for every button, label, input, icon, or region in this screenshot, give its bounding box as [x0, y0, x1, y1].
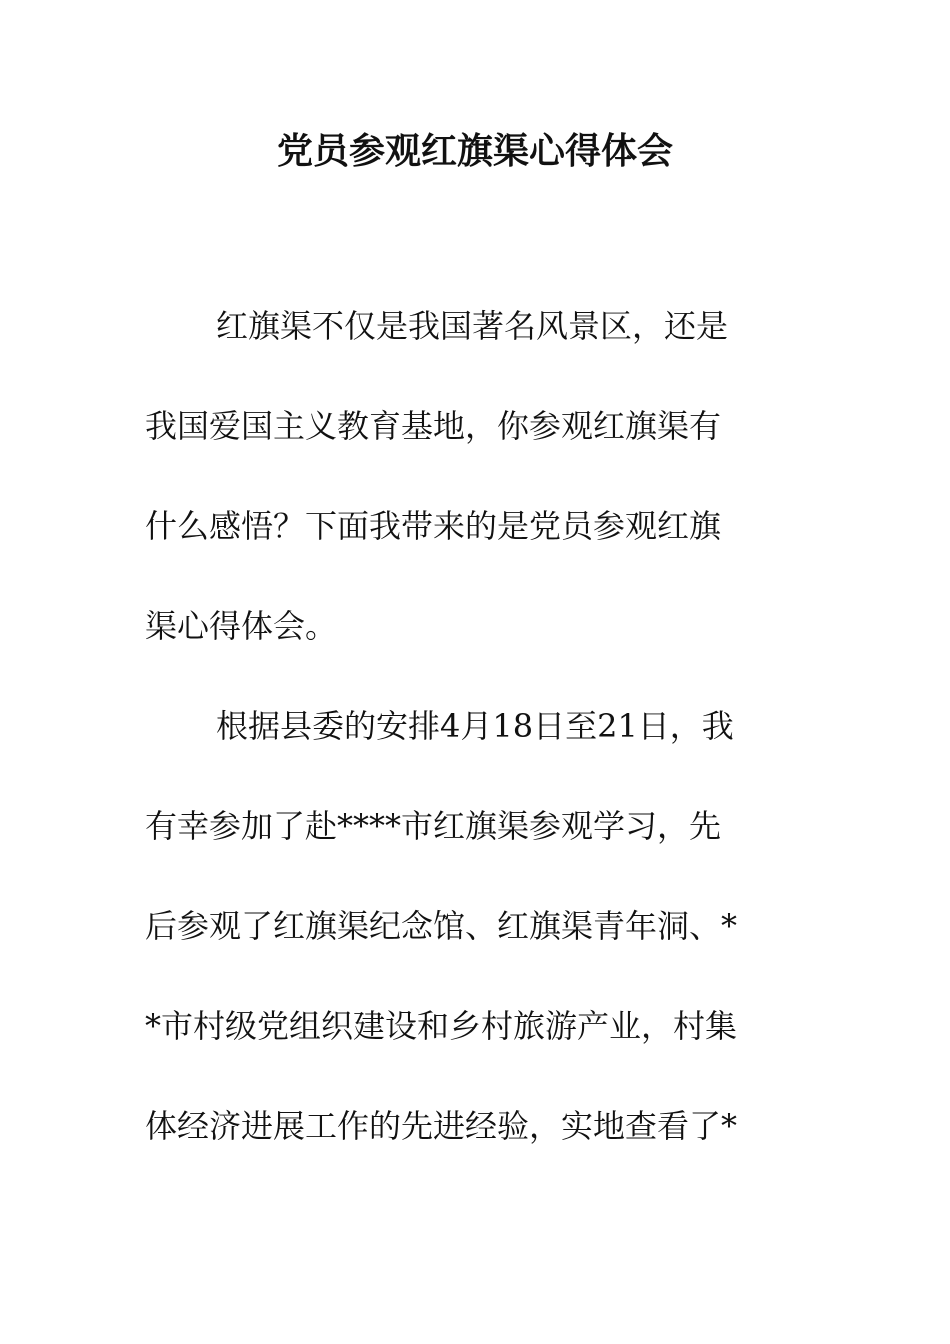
- paragraph-2-line-5: 体经济进展工作的先进经验，实地查看了*: [145, 1107, 738, 1145]
- paragraph-1-line-3: 什么感悟？下面我带来的是党员参观红旗: [145, 507, 722, 545]
- paragraph-1-line-2: 我国爱国主义教育基地，你参观红旗渠有: [145, 407, 722, 445]
- paragraph-1-line-1: 红旗渠不仅是我国著名风景区，还是: [216, 307, 729, 345]
- paragraph-1-line-4: 渠心得体会。: [145, 607, 338, 645]
- paragraph-2-line-2: 有幸参加了赴****市红旗渠参观学习，先: [145, 807, 722, 845]
- document-title: 党员参观红旗渠心得体会: [276, 131, 673, 172]
- paragraph-2-line-1: 根据县委的安排4月18日至21日，我: [216, 707, 734, 745]
- paragraph-2-line-3: 后参观了红旗渠纪念馆、红旗渠青年洞、*: [145, 907, 738, 945]
- paragraph-2-line-4: *市村级党组织建设和乡村旅游产业，村集: [145, 1007, 738, 1045]
